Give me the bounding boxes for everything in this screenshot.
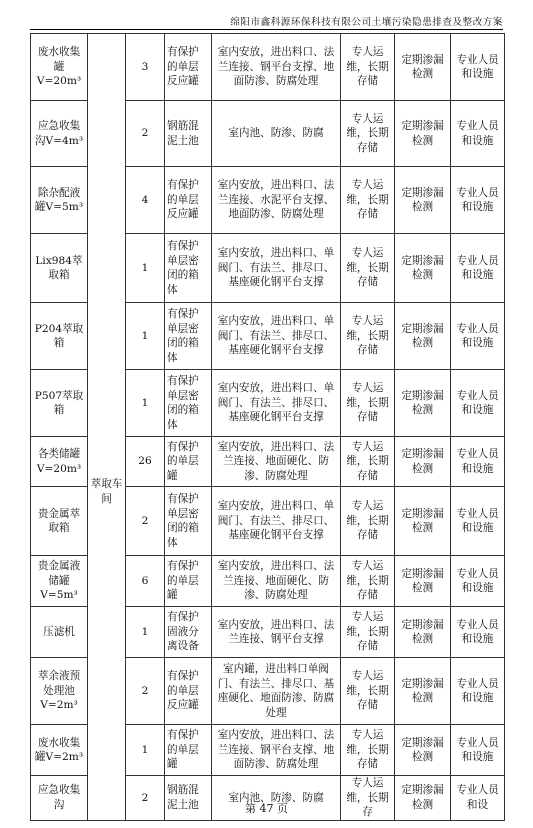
detection-cell: 定期渗漏检测 <box>395 556 451 607</box>
type-cell: 有保护固液分离设备 <box>165 607 212 658</box>
count-cell: 1 <box>126 303 165 370</box>
maintenance-cell: 专人运维，长期存储 <box>341 487 395 556</box>
measures-cell: 室内安放，进出料口、法兰连接、钢平台支撑、地面防渗、防腐处理 <box>212 725 341 776</box>
type-cell: 钢筋混泥土池 <box>165 101 212 167</box>
measures-cell: 室内安放，进出料口、法兰连接、地面硬化、防渗、防腐处理 <box>212 437 341 487</box>
measures-cell: 室内安放，进出料口、法兰连接、钢平台支撑 <box>212 607 341 658</box>
measures-cell: 室内安放，进出料口、法兰连接、钢平台支撑、地面防渗、防腐处理 <box>212 34 341 101</box>
measures-cell: 室内池、防渗、防腐 <box>212 776 341 821</box>
maintenance-cell: 专人运维，长期存储 <box>341 234 395 303</box>
personnel-cell: 专业人员和设施 <box>451 437 505 487</box>
type-cell: 有保护单层密闭的箱体 <box>165 370 212 437</box>
workshop-cell: 萃取车间 <box>88 34 126 821</box>
type-cell: 有保护单层密闭的箱体 <box>165 303 212 370</box>
type-cell: 有保护单层密闭的箱体 <box>165 234 212 303</box>
type-cell: 有保护的单层反应罐 <box>165 658 212 725</box>
personnel-cell: 专业人员和设施 <box>451 101 505 167</box>
personnel-cell: 专业人员和设施 <box>451 487 505 556</box>
detection-cell: 定期渗漏检测 <box>395 776 451 821</box>
measures-cell: 室内罐，进出料口单阀门、有法兰、排尽口、基座硬化、地面防渗、防腐处理 <box>212 658 341 725</box>
type-cell: 钢筋混泥土池 <box>165 776 212 821</box>
detection-cell: 定期渗漏检测 <box>395 370 451 437</box>
detection-cell: 定期渗漏检测 <box>395 725 451 776</box>
measures-cell: 室内池、防渗、防腐 <box>212 101 341 167</box>
maintenance-cell: 专人运维，长期存储 <box>341 437 395 487</box>
count-cell: 2 <box>126 101 165 167</box>
personnel-cell: 专业人员和设施 <box>451 34 505 101</box>
equipment-name-cell: 各类储罐V=20m³ <box>31 437 88 487</box>
maintenance-cell: 专人运维，长期存储 <box>341 725 395 776</box>
equipment-name-cell: 贵金属萃取箱 <box>31 487 88 556</box>
detection-cell: 定期渗漏检测 <box>395 487 451 556</box>
type-cell: 有保护的单层反应罐 <box>165 34 212 101</box>
maintenance-cell: 专人运维，长期存储 <box>341 34 395 101</box>
page-header-title: 绵阳市鑫科源环保科技有限公司土壤污染隐患排查及整改方案 <box>230 17 503 28</box>
measures-cell: 室内安放，进出料口、单阀门、有法兰、排尽口、基座硬化钢平台支撑 <box>212 303 341 370</box>
equipment-name-cell: 废水收集罐V=20m³ <box>31 34 88 101</box>
count-cell: 2 <box>126 658 165 725</box>
equipment-name-cell: P204萃取箱 <box>31 303 88 370</box>
measures-cell: 室内安放，进出料口、单阀门、有法兰、排尽口、基座硬化钢平台支撑 <box>212 487 341 556</box>
detection-cell: 定期渗漏检测 <box>395 303 451 370</box>
measures-cell: 室内安放，进出料口、法兰连接、水泥平台支撑、地面防渗、防腐处理 <box>212 167 341 234</box>
personnel-cell: 专业人员和设施 <box>451 167 505 234</box>
personnel-cell: 专业人员和设施 <box>451 234 505 303</box>
count-cell: 1 <box>126 607 165 658</box>
detection-cell: 定期渗漏检测 <box>395 167 451 234</box>
detection-cell: 定期渗漏检测 <box>395 234 451 303</box>
equipment-name-cell: Lix984萃取箱 <box>31 234 88 303</box>
equipment-name-cell: P507萃取箱 <box>31 370 88 437</box>
count-cell: 1 <box>126 370 165 437</box>
personnel-cell: 专业人员和设 <box>451 776 505 821</box>
personnel-cell: 专业人员和设施 <box>451 725 505 776</box>
equipment-name-cell: 贵金属液储罐V=5m³ <box>31 556 88 607</box>
count-cell: 6 <box>126 556 165 607</box>
detection-cell: 定期渗漏检测 <box>395 607 451 658</box>
detection-cell: 定期渗漏检测 <box>395 101 451 167</box>
personnel-cell: 专业人员和设施 <box>451 370 505 437</box>
maintenance-cell: 专人运维，长期存 <box>341 776 395 821</box>
count-cell: 4 <box>126 167 165 234</box>
maintenance-cell: 专人运维，长期存储 <box>341 370 395 437</box>
maintenance-cell: 专人运维，长期存储 <box>341 101 395 167</box>
maintenance-cell: 专人运维，长期存储 <box>341 607 395 658</box>
type-cell: 有保护的单层罐 <box>165 437 212 487</box>
count-cell: 2 <box>126 776 165 821</box>
detection-cell: 定期渗漏检测 <box>395 658 451 725</box>
page-number: 第 47 页 <box>245 802 288 815</box>
header-rule <box>30 29 503 30</box>
personnel-cell: 专业人员和设施 <box>451 607 505 658</box>
detection-cell: 定期渗漏检测 <box>395 437 451 487</box>
count-cell: 3 <box>126 34 165 101</box>
type-cell: 有保护的单层罐 <box>165 556 212 607</box>
count-cell: 26 <box>126 437 165 487</box>
personnel-cell: 专业人员和设施 <box>451 556 505 607</box>
type-cell: 有保护的单层反应罐 <box>165 167 212 234</box>
detection-cell: 定期渗漏检测 <box>395 34 451 101</box>
type-cell: 有保护的单层罐 <box>165 725 212 776</box>
equipment-name-cell: 应急收集沟 <box>31 776 88 821</box>
equipment-name-cell: 萃余液预处理池V=2m³ <box>31 658 88 725</box>
count-cell: 2 <box>126 487 165 556</box>
type-cell: 有保护单层密闭的箱体 <box>165 487 212 556</box>
equipment-name-cell: 废水收集罐V=2m³ <box>31 725 88 776</box>
equipment-name-cell: 除杂配液罐V=5m³ <box>31 167 88 234</box>
table-row <box>31 34 505 101</box>
count-cell: 1 <box>126 234 165 303</box>
measures-cell: 室内安放，进出料口、单阀门、有法兰、排尽口、基座硬化钢平台支撑 <box>212 370 341 437</box>
personnel-cell: 专业人员和设施 <box>451 658 505 725</box>
equipment-name-cell: 应急收集沟V=4m³ <box>31 101 88 167</box>
maintenance-cell: 专人运维，长期存储 <box>341 167 395 234</box>
maintenance-cell: 专人运维，长期存储 <box>341 556 395 607</box>
count-cell: 1 <box>126 725 165 776</box>
maintenance-cell: 专人运维，长期存储 <box>341 658 395 725</box>
equipment-name-cell: 压滤机 <box>31 607 88 658</box>
maintenance-cell: 专人运维，长期存储 <box>341 303 395 370</box>
equipment-table <box>30 33 505 821</box>
personnel-cell: 专业人员和设施 <box>451 303 505 370</box>
measures-cell: 室内安放，进出料口、法兰连接、地面硬化、防渗、防腐处理 <box>212 556 341 607</box>
measures-cell: 室内安放，进出料口、单阀门、有法兰、排尽口、基座硬化钢平台支撑 <box>212 234 341 303</box>
